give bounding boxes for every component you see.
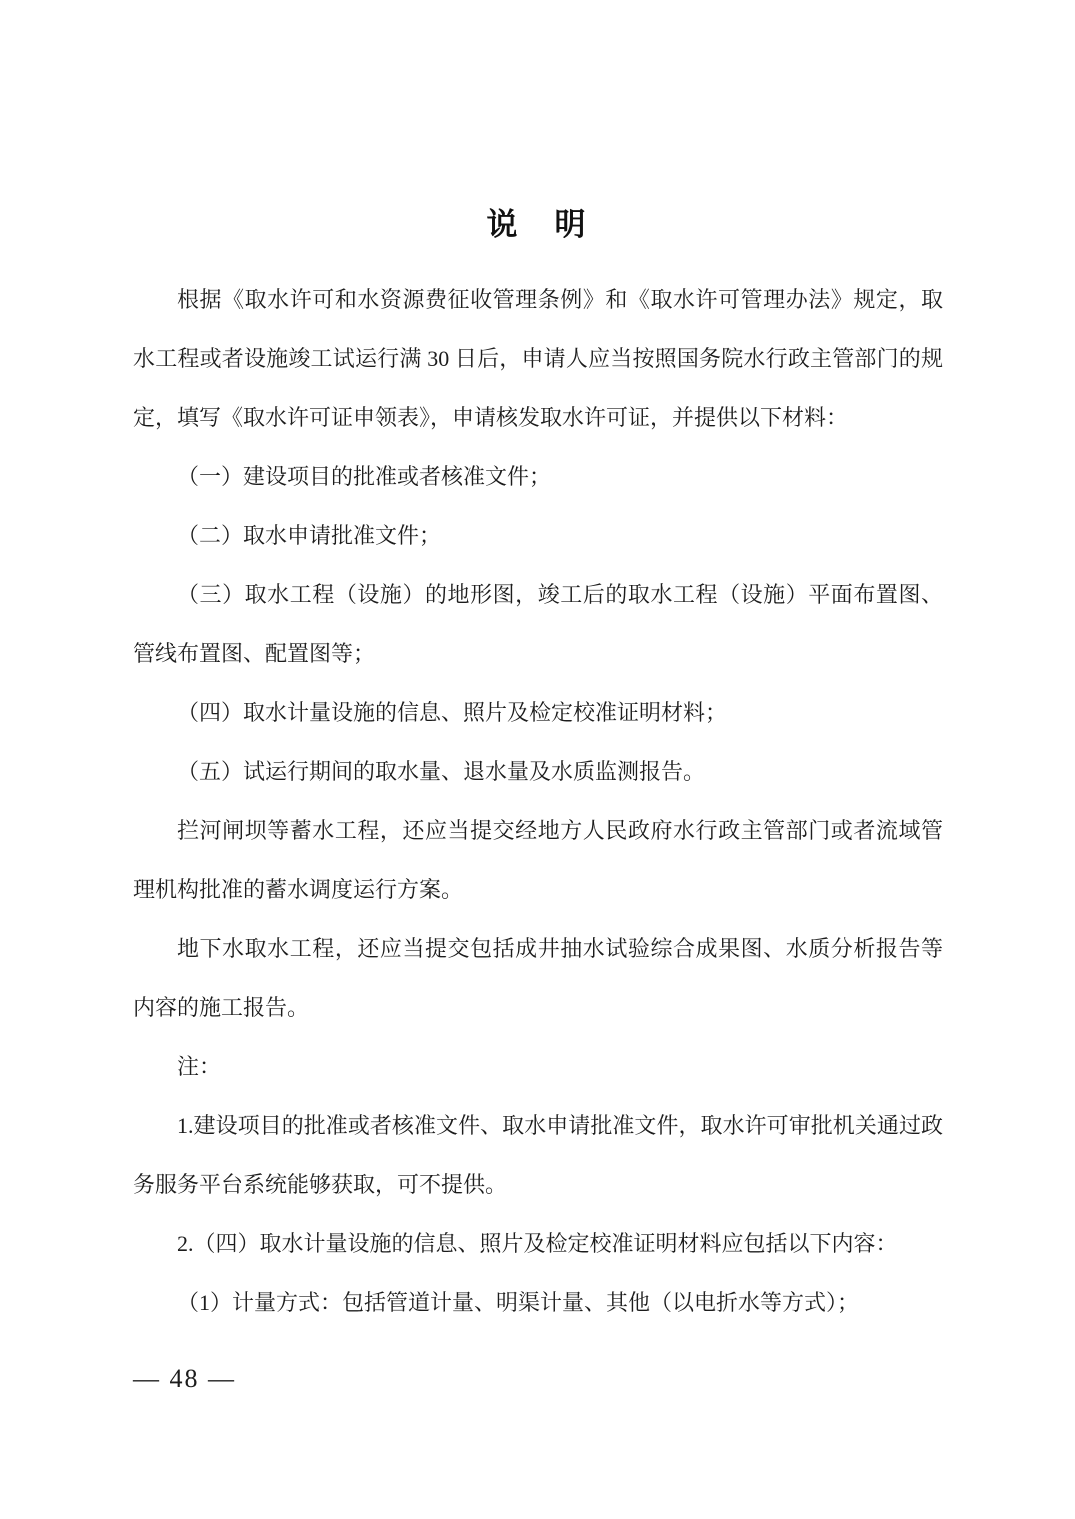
document-body bbox=[133, 270, 943, 1332]
paragraph-item-2: （二）取水申请批准文件； bbox=[177, 523, 442, 548]
paragraph-storage-projects: 拦河闸坝等蓄水工程，还应当提交经地方人民政府水行政主管部门或者流域管理机构批准的蓄水调度运行方案。 bbox=[133, 818, 943, 902]
paragraph-note-2: 2.（四）取水计量设施的信息、照片及检定校准证明材料应包括以下内容： bbox=[177, 1231, 898, 1256]
paragraph-item-3: （三）取水工程（设施）的地形图，竣工后的取水工程（设施）平面布置图、管线布置图、配置图等； bbox=[133, 582, 943, 666]
paragraph-item-1: （一）建设项目的批准或者核准文件； bbox=[177, 464, 552, 489]
paragraph-intro: 根据《取水许可和水资源费征收管理条例》和《取水许可管理办法》规定，取水工程或者设施竣工试运行满 30 日后，申请人应当按照国务院水行政主管部门的规定，填写《取水许可证申领表》，申请核发取水许可证，并提供以下材料： bbox=[133, 287, 943, 430]
paragraph-item-5: （五）试运行期间的取水量、退水量及水质监测报告。 bbox=[177, 759, 706, 784]
page-number: — 48 — bbox=[133, 1364, 236, 1393]
paragraph-note-2-sub-1: （1）计量方式：包括管道计量、明渠计量、其他（以电折水等方式）； bbox=[177, 1290, 860, 1315]
paragraph-note-1: 1.建设项目的批准或者核准文件、取水申请批准文件，取水许可审批机关通过政务服务平台系统能够获取，可不提供。 bbox=[133, 1113, 943, 1197]
paragraph-groundwater-projects: 地下水取水工程，还应当提交包括成井抽水试验综合成果图、水质分析报告等内容的施工报告。 bbox=[133, 936, 943, 1020]
page-title: 说 明 bbox=[486, 207, 589, 242]
paragraph-notes-label: 注： bbox=[177, 1054, 222, 1079]
paragraph-item-4: （四）取水计量设施的信息、照片及检定校准证明材料； bbox=[177, 700, 728, 725]
